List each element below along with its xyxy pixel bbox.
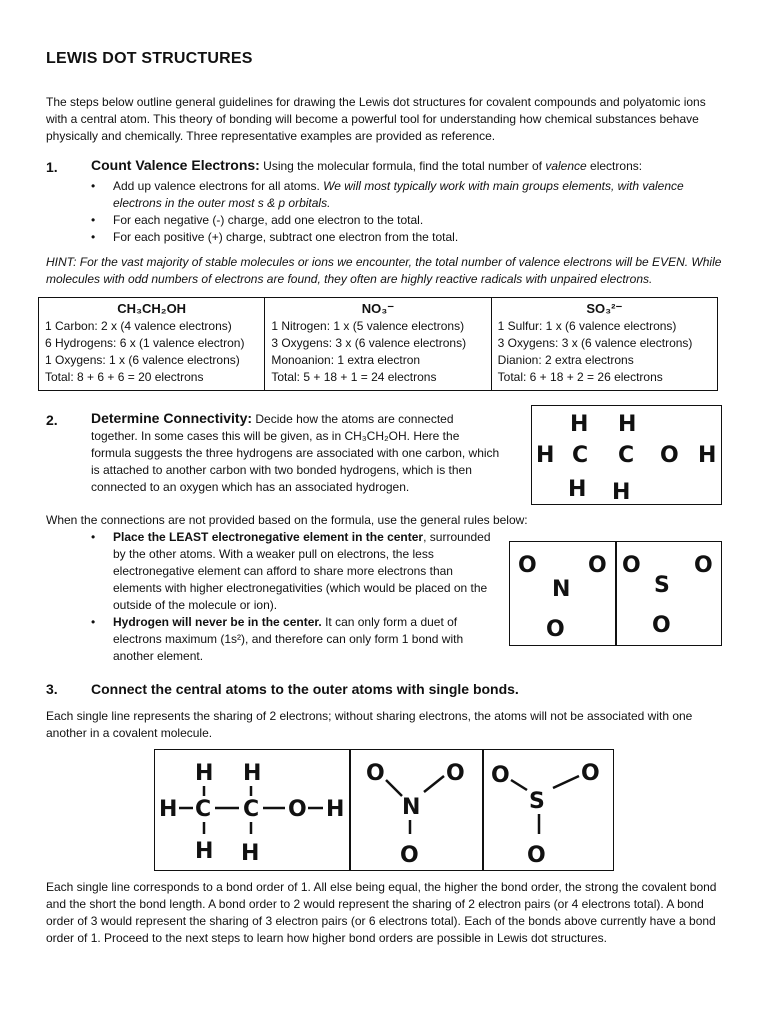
hint-paragraph: HINT: For the vast majority of stable molecules or ions we encounter, the total number of valence electrons will be EVEN. While molecules with odd numbers of electrons are found, they often are highly reactive radicals with unpaired electrons. xyxy=(46,255,722,286)
table-row xyxy=(39,298,718,391)
closing-paragraph: Each single line corresponds to a bond order of 1. All else being equal, the higher the bond order, the strong the covalent bond and the short the bond length. A bond order to 2 would represent the sharing of 2 electron pairs (or 4 electrons total). A bond order of 3 would represent the sharing of 3 electron pairs (or 6 electrons total). Each of the bonds above currently have a bond order of 1. Proceed to the next steps to learn how higher bond orders are possible in Lewis dot structures. xyxy=(46,880,717,945)
example-cell-ethanol xyxy=(39,298,265,391)
rule-bold: Place the LEAST electronegative element in the center xyxy=(113,530,424,544)
bond-line xyxy=(386,780,402,796)
step3-heading: Connect the central atoms to the outer atoms with single bonds. xyxy=(91,681,519,697)
nitrate-connectivity-box xyxy=(509,541,617,646)
rules-intro: When the connections are not provided based on the formula, use the general rules below: xyxy=(46,513,528,527)
atom-label: H xyxy=(570,412,589,437)
nitrate-bonded-diagram xyxy=(350,750,482,869)
list-item xyxy=(91,229,731,246)
ethanol-bonded-box xyxy=(154,749,351,871)
atom-label: H xyxy=(612,480,631,503)
example-line: 1 Sulfur: 1 x (6 valence electrons) xyxy=(497,319,677,333)
sulfite-bonded-diagram xyxy=(483,750,612,869)
atom-label: H xyxy=(536,443,555,468)
atom-label: O xyxy=(588,553,607,578)
ethanol-connectivity-box xyxy=(531,405,722,505)
atom-label: H xyxy=(243,761,262,786)
step1-text-italic: valence xyxy=(545,159,587,173)
example-line: 1 Nitrogen: 1 x (5 valence electrons) xyxy=(271,319,465,333)
atom-label: O xyxy=(581,761,600,786)
atom-label: S xyxy=(529,789,545,814)
example-line: 3 Oxygens: 3 x (6 valence electrons) xyxy=(271,336,467,350)
list-item xyxy=(91,529,501,614)
intro-paragraph: The steps below outline general guidelines for drawing the Lewis dot structures for covalent compounds and polyatomic ions with a central atom. This theory of bonding will become a powerful tool for understanding how chemical substances behave physically and chemically. Three representative examples are provided as reference. xyxy=(46,95,706,143)
atom-label: C xyxy=(572,443,589,468)
step2-text: Decide how the atoms are connected together. In some cases this will be given, as in CH₃CH₂OH. Here the formula suggests the three hydrogens are associated with one carbon, which is attached to another carbon with two bonded hydrogens, which is then connected to an oxygen which has an associated hydrogen. xyxy=(91,412,500,494)
page-title: LEWIS DOT STRUCTURES xyxy=(46,50,253,67)
example-formula: SO₃²⁻ xyxy=(586,301,623,316)
atom-label: O xyxy=(446,761,465,786)
atom-label: N xyxy=(402,795,421,820)
bond-line xyxy=(553,776,579,788)
example-line: 1 Carbon: 2 x (4 valence electrons) xyxy=(45,319,232,333)
example-formula: NO₃⁻ xyxy=(361,301,395,316)
example-line: Total: 8 + 6 + 6 = 20 electrons xyxy=(45,370,204,384)
example-line: Dianion: 2 extra electrons xyxy=(497,353,634,367)
example-line: Total: 6 + 18 + 2 = 26 electrons xyxy=(497,370,663,384)
example-line: 1 Oxygens: 1 x (6 valence electrons) xyxy=(45,353,240,367)
atom-label: O xyxy=(400,843,419,868)
atom-label: H xyxy=(568,477,587,502)
atom-label: O xyxy=(660,443,679,468)
atom-label: H xyxy=(618,412,637,437)
step2-paragraph xyxy=(91,410,501,496)
nitrate-bonded-box xyxy=(349,749,484,871)
rules-list xyxy=(91,529,501,665)
bullet-text: For each negative (-) charge, add one electron to the total. xyxy=(113,213,424,227)
atom-label: O xyxy=(694,553,713,578)
example-line: 6 Hydrogens: 6 x (1 valence electron) xyxy=(45,336,245,350)
example-line: Total: 5 + 18 + 1 = 24 electrons xyxy=(271,370,437,384)
step3-text: Each single line represents the sharing of 2 electrons; without sharing electrons, the atoms will not be associated with one another in a covalent molecule. xyxy=(46,709,693,740)
rule-text: It can only form a duet of electrons maximum (1s²), and therefore can only form 1 bond with another element. xyxy=(113,615,464,663)
bond-line xyxy=(511,780,527,790)
rule-bold: Hydrogen will never be in the center. xyxy=(113,615,322,629)
step3-number: 3. xyxy=(46,681,58,697)
atom-label: H xyxy=(241,841,260,866)
sulfite-bonded-box xyxy=(482,749,614,871)
atom-label: C xyxy=(243,797,260,822)
atom-label: O xyxy=(546,617,565,642)
atom-label: O xyxy=(622,553,641,578)
step1-text-before: Using the molecular formula, find the total number of xyxy=(263,159,542,173)
example-line: Monoanion: 1 extra electron xyxy=(271,353,421,367)
example-line: 3 Oxygens: 3 x (6 valence electrons) xyxy=(497,336,693,350)
example-cell-nitrate xyxy=(265,298,491,391)
atom-label: O xyxy=(288,797,307,822)
bond-line xyxy=(424,776,444,792)
atom-label: N xyxy=(552,577,571,602)
atom-label: O xyxy=(491,763,510,788)
sulfite-atoms-diagram xyxy=(616,542,720,644)
rule-text: , surrounded by the other atoms. With a weaker pull on electrons, the less electronegative element can afford to share more electrons than elements with higher electronegativities (which would be placed on the outside of the molecule or ion). xyxy=(113,530,491,612)
step1-number: 1. xyxy=(46,159,58,175)
list-item xyxy=(91,178,731,212)
atom-label: H xyxy=(195,761,214,786)
list-item xyxy=(91,212,731,229)
step2-number: 2. xyxy=(46,412,58,428)
examples-table xyxy=(38,297,718,391)
atom-label: C xyxy=(195,797,212,822)
bullet-italic-text: We will most typically work with main groups elements, with valence electrons in the outer most s & p orbitals. xyxy=(113,179,684,210)
step1-heading: Count Valence Electrons: xyxy=(91,157,260,173)
atom-label: O xyxy=(652,613,671,638)
atom-label: H xyxy=(326,797,345,822)
list-item xyxy=(91,614,501,665)
nitrate-atoms-diagram xyxy=(510,542,615,644)
atom-label: H xyxy=(159,797,178,822)
atom-label: O xyxy=(518,553,537,578)
atom-label: S xyxy=(654,573,670,598)
ethanol-atoms-diagram xyxy=(532,406,720,503)
atom-label: H xyxy=(195,839,214,864)
step1-text-after: electrons: xyxy=(590,159,643,173)
bullet-text: Add up valence electrons for all atoms. xyxy=(113,179,320,193)
atom-label: O xyxy=(366,761,385,786)
step1-heading-line xyxy=(91,157,721,175)
atom-label: C xyxy=(618,443,635,468)
example-cell-sulfite xyxy=(491,298,717,391)
atom-label: H xyxy=(698,443,717,468)
step1-bullet-list xyxy=(91,178,731,246)
step2-heading: Determine Connectivity: xyxy=(91,410,253,426)
example-formula: CH₃CH₂OH xyxy=(117,301,187,316)
atom-label: O xyxy=(527,843,546,868)
sulfite-connectivity-box xyxy=(615,541,722,646)
ethanol-bonded-diagram xyxy=(155,750,349,869)
bullet-text: For each positive (+) charge, subtract one electron from the total. xyxy=(113,230,459,244)
